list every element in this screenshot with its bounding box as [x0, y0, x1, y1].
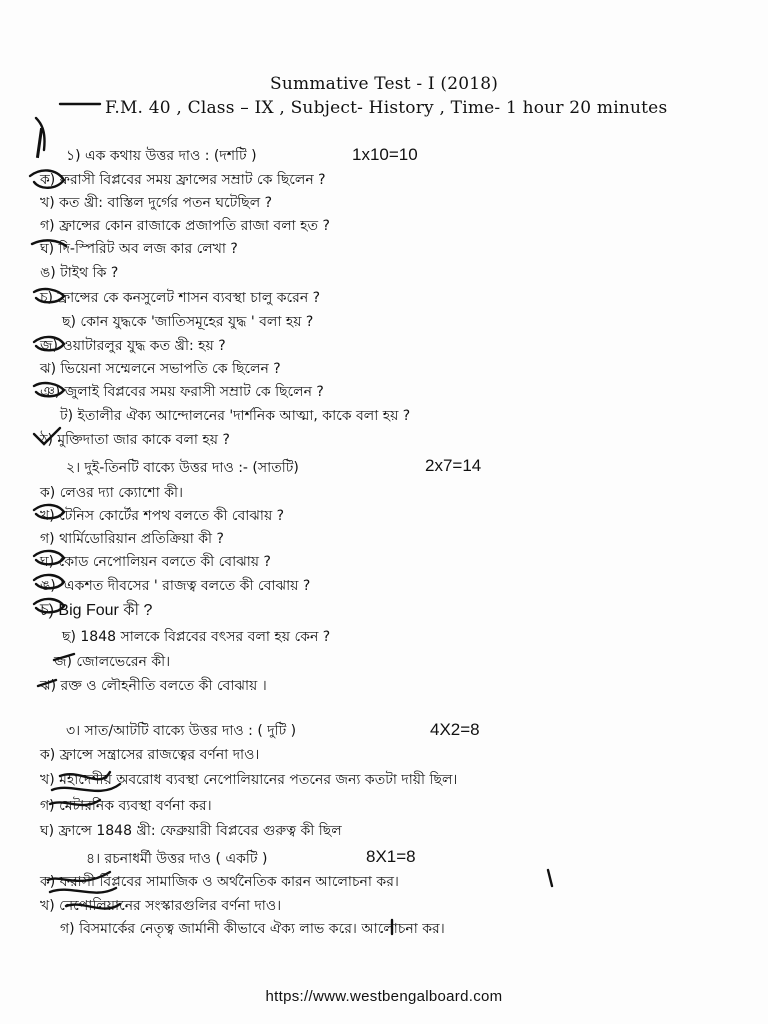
question-1-d: ঘ) দি-স্পিরিট অব লজ কার লেখা ? — [40, 241, 238, 257]
question-4-c: গ) বিসমার্কের নেতৃত্ব জার্মানী কীভাবে ঐক্য লাভ করে। আলোচনা কর। — [60, 921, 445, 937]
question-1-j: ঞ) জুলাই বিপ্লবের সময় ফরাসী সম্রাট কে ছিলেন ? — [40, 384, 324, 400]
section-1-marks: 1x10=10 — [352, 145, 418, 164]
question-2-e: ঙ) 'একশত দীবসের ' রাজত্ব বলতে কী বোঝায় ? — [40, 578, 311, 594]
question-1-i: ঝ) ভিয়েনা সম্মেলনে সভাপতি কে ছিলেন ? — [40, 361, 281, 377]
page-title: Summative Test - I (2018) — [270, 74, 499, 94]
question-2-b: খ) টেনিস কোর্টের শপথ বলতে কী বোঝায় ? — [40, 508, 285, 524]
section-3-heading: ৩। সাত/আটটি বাক্যে উত্তর দাও : ( দুটি ) — [66, 723, 297, 739]
exam-details: F.M. 40 , Class – IX , Subject- History , Time- 1 hour 20 minutes — [105, 98, 668, 118]
question-1-f: চ) ফ্রান্সের কে কনসুলেট শাসন ব্যবস্থা চালু করেন ? — [40, 290, 321, 306]
question-4-a: ক) ফরাসী বিপ্লবের সামাজিক ও অর্থনৈতিক কারন আলোচনা কর। — [40, 874, 399, 890]
section-4-marks: 8X1=8 — [366, 847, 416, 866]
question-1-b: খ) কত খ্রী: বাস্তিল দুর্গের পতন ঘটেছিল ? — [40, 195, 273, 211]
question-2-d: ঘ) কোড নেপোলিয়ন বলতে কী বোঝায় ? — [40, 554, 271, 570]
question-1-c: গ) ফ্রান্সের কোন রাজাকে প্রজাপতি রাজা বলা হত ? — [40, 218, 330, 234]
question-1-e: ঙ) টাইথ কি ? — [40, 265, 119, 281]
question-2-g: ছ) 1848 সালকে বিপ্লবের বৎসর বলা হয় কেন ? — [62, 629, 331, 645]
question-3-c: গ) মেটারনিক ব্যবস্থা বর্ণনা কর। — [40, 798, 212, 814]
question-2-h: জ) জোলভেরেন কী। — [54, 654, 171, 670]
section-3-marks: 4X2=8 — [430, 720, 480, 739]
question-3-b: খ) মহাদেশীয় অবরোধ ব্যবস্থা নেপোলিয়ানের পতনের জন্য কতটা দায়ী ছিল। — [40, 772, 458, 788]
margin-pen-mark — [36, 128, 43, 158]
question-1-g: ছ) কোন যুদ্ধকে 'জাতিসমূহের যুদ্ধ ' বলা হয় ? — [62, 314, 314, 330]
section-1-heading: ১) এক কথায় উত্তর দাও : (দশটি ) — [66, 148, 257, 164]
question-2-a: ক) লেওর দ্যা ক্যোশো কী। — [40, 485, 184, 501]
tick-4a-end — [548, 870, 552, 886]
question-1-a: ক) ফরাসী বিপ্লবের সময় ফ্রান্সের সম্রাট কে ছিলেন ? — [40, 172, 326, 188]
question-2-f: চ) Big Four কী ? — [40, 602, 153, 619]
question-2-c: গ) থার্মিডোরিয়ান প্রতিক্রিয়া কী ? — [40, 531, 224, 547]
section-4-heading: ৪। রচনাধর্মী উত্তর দাও ( একটি ) — [86, 851, 268, 867]
section-2-heading: ২। দুই-তিনটি বাক্যে উত্তর দাও :- (সাতটি) — [66, 460, 299, 476]
question-3-d: ঘ) ফ্রান্সে 1848 খ্রী: ফেব্রুয়ারী বিপ্লবের গুরুত্ব কী ছিল — [40, 823, 342, 839]
question-1-k: ট) ইতালীর ঐক্য আন্দোলনের 'দার্শনিক আত্মা, কাকে বলা হয় ? — [60, 408, 411, 424]
footer-url: https://www.westbengalboard.com — [265, 988, 503, 1005]
section-2-marks: 2x7=14 — [425, 456, 482, 475]
question-4-b: খ) নেপোলিয়ানের সংস্কারগুলির বর্ণনা দাও। — [40, 898, 282, 914]
question-1-l: ঠ) মুক্তিদাতা জার কাকে বলা হয় ? — [40, 432, 230, 448]
question-3-a: ক) ফ্রান্সে সন্ত্রাসের রাজত্বের বর্ণনা দাও। — [40, 747, 260, 763]
question-2-i: ঝ) রক্ত ও লৌহনীতি বলতে কী বোঝায় । — [40, 678, 267, 694]
question-1-h: জ) ওয়াটারলুর যুদ্ধ কত খ্রী: হয় ? — [40, 338, 226, 354]
